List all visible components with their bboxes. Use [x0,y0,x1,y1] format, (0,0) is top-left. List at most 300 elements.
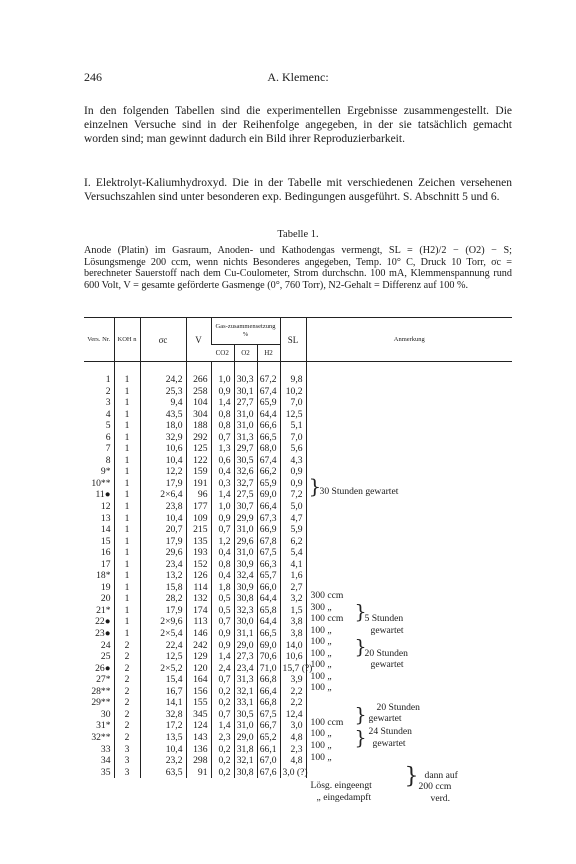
cell-sl: 4,7 [280,513,306,525]
cell-koh: 2 [114,697,140,709]
cell-h2: 66,5 [257,628,280,640]
cell-koh: 1 [114,547,140,559]
cell-oc: 2×9,6 [140,616,186,628]
cell-vers-nr: 34 [100,755,111,767]
cell-koh: 1 [114,582,140,594]
cell-koh: 3 [114,767,140,779]
cell-koh: 2 [114,732,140,744]
cell-vers-nr: 30 [100,708,111,720]
cell-co2: 1,8 [211,582,234,594]
cell-koh: 2 [114,686,140,698]
cell-koh: 3 [114,755,140,767]
cell-oc: 12,5 [140,651,186,663]
cell-oc: 28,2 [140,593,186,605]
cell-co2: 2,4 [211,663,234,675]
cell-sl: 4,3 [280,455,306,467]
cell-koh: 1 [114,501,140,513]
remark-200-ccm: 200 ccm [418,781,452,792]
cell-co2: 0,8 [211,409,234,421]
cell-o2: 30,5 [234,455,257,467]
cell-h2: 67,6 [257,767,280,779]
cell-o2: 31,8 [234,744,257,756]
cell-koh: 2 [114,663,140,675]
cell-co2: 0,2 [211,697,234,709]
cell-v: 177 [186,501,211,513]
cell-koh: 3 [114,744,140,756]
cell-co2: 0,4 [211,570,234,582]
cell-sl: 7,0 [280,397,306,409]
cell-vers-nr: 23● [95,628,111,640]
cell-vers-nr: 10** [91,477,111,489]
cell-h2: 66,8 [257,674,280,686]
cell-oc: 17,9 [140,605,186,617]
cell-v: 126 [186,570,211,582]
remark-100-21: 100 „ [310,659,332,670]
cell-koh: 1 [114,559,140,571]
cell-h2: 66,7 [257,720,280,732]
cell-co2: 0,9 [211,513,234,525]
cell-o2: 23,4 [234,663,257,675]
cell-sl: 1,6 [280,570,306,582]
remark-verd: verd. [430,793,450,804]
cell-v: 104 [186,397,211,409]
col-header-gas-group: Gas-zusammensetzung % [211,318,280,345]
cell-h2: 66,9 [257,524,280,536]
cell-co2: 2,3 [211,732,234,744]
cell-koh: 1 [114,616,140,628]
cell-co2: 0,2 [211,755,234,767]
cell-sl: 4,1 [280,559,306,571]
cell-o2: 32,4 [234,570,257,582]
cell-sl: 2,3 [280,744,306,756]
cell-koh: 1 [114,409,140,421]
cell-vers-nr: 18* [96,570,111,582]
remark-eingedampft: „ eingedampft [316,792,372,803]
cell-sl: 0,9 [280,466,306,478]
cell-sl: 1,5 [280,605,306,617]
cell-vers-nr: 21* [96,604,111,616]
cell-co2: 1,0 [211,501,234,513]
cell-koh: 1 [114,397,140,409]
cell-vers-nr: 7 [105,443,111,455]
cell-co2: 1,4 [211,720,234,732]
col-header-oc: σc [140,318,186,362]
intro-paragraph: In den folgenden Tabellen sind die experimentellen Ergebnisse zusammengestellt. Die einzelnen Versuche sind in der Reihenfolge angegeben, in der sie tatsächlich gemacht worden sind; man gewinnt dadurch ein Bild ihrer Reproduzierbarkeit. [84,105,512,145]
cell-h2: 64,4 [257,409,280,421]
cell-h2: 64,4 [257,593,280,605]
cell-sl: 12,4 [280,709,306,721]
cell-vers-nr: 2 [105,385,111,397]
cell-sl: 3,2 [280,593,306,605]
cell-o2: 31,0 [234,547,257,559]
cell-sl: 9,8 [280,374,306,386]
cell-sl: 3,0 (?) [280,767,306,779]
cell-co2: 1,4 [211,397,234,409]
cell-oc: 10,4 [140,744,186,756]
cell-oc: 29,6 [140,547,186,559]
cell-sl: 5,9 [280,524,306,536]
cell-h2: 66,4 [257,686,280,698]
cell-sl: 5,6 [280,443,306,455]
cell-v: 188 [186,420,211,432]
running-head-author: A. Klemenc: [267,70,329,84]
remark-dann-auf: dann auf [424,770,458,781]
cell-h2: 67,8 [257,536,280,548]
cell-sl: 15,7 (?) [280,663,306,675]
cell-o2: 30,9 [234,582,257,594]
cell-v: 136 [186,744,211,756]
cell-vers-nr: 32** [91,731,111,743]
cell-h2: 67,4 [257,455,280,467]
col-header-o2: O2 [234,345,257,362]
cell-v: 193 [186,547,211,559]
cell-koh: 1 [114,420,140,432]
cell-oc: 10,4 [140,513,186,525]
cell-o2: 32,6 [234,466,257,478]
cell-oc: 2×5,4 [140,628,186,640]
cell-o2: 29,9 [234,513,257,525]
cell-oc: 32,9 [140,432,186,444]
cell-o2: 32,1 [234,686,257,698]
cell-co2: 1,4 [211,651,234,663]
cell-v: 304 [186,409,211,421]
cell-v: 159 [186,466,211,478]
cell-h2: 66,0 [257,582,280,594]
col-header-v: V [186,318,211,362]
section-paragraph: I. Elektrolyt-Kaliumhydroxyd. Die in der Tabelle mit verschiedenen Zeichen versehenen Versuchszahlen sind unter besonderen exp. Bedingungen ausgeführt. S. Abschnitt 5 und 6. [84,177,512,203]
cell-vers-nr: 13 [100,512,111,524]
remark-100-29: 100 „ [310,752,332,763]
cell-oc: 13,2 [140,570,186,582]
cell-h2: 69,0 [257,489,280,501]
cell-vers-nr: 33 [100,743,111,755]
cell-o2: 30,9 [234,559,257,571]
cell-co2: 0,8 [211,420,234,432]
cell-o2: 31,3 [234,432,257,444]
remark-100-ccm-a: 100 ccm [310,613,344,624]
cell-koh: 1 [114,466,140,478]
cell-oc: 10,6 [140,443,186,455]
cell-o2: 30,5 [234,709,257,721]
cell-koh: 1 [114,386,140,398]
cell-co2: 0,4 [211,466,234,478]
cell-h2: 66,6 [257,420,280,432]
cell-o2: 30,7 [234,501,257,513]
cell-koh: 2 [114,709,140,721]
cell-vers-nr: 9* [100,466,111,478]
remark-30-stunden: 30 Stunden gewartet [319,486,399,497]
cell-h2: 65,8 [257,605,280,617]
cell-koh: 1 [114,524,140,536]
col-header-vers-nr: Vers. Nr. [87,335,111,343]
cell-sl: 2,2 [280,697,306,709]
remark-loesg-eingeengt: Lösg. eingeengt [310,780,372,791]
cell-sl: 6,2 [280,536,306,548]
cell-sl: 2,7 [280,582,306,594]
remark-100-20: 100 „ [310,648,332,659]
cell-v: 242 [186,640,211,652]
cell-sl: 5,0 [280,501,306,513]
cell-v: 155 [186,697,211,709]
cell-vers-nr: 1 [105,374,111,385]
cell-h2: 67,3 [257,513,280,525]
cell-v: 164 [186,674,211,686]
cell-oc: 17,9 [140,478,186,490]
cell-oc: 23,4 [140,559,186,571]
cell-oc: 16,7 [140,686,186,698]
remark-gewartet-a: gewartet [370,625,404,636]
cell-sl: 2,2 [280,686,306,698]
cell-o2: 27,5 [234,489,257,501]
cell-h2: 64,4 [257,616,280,628]
cell-koh: 1 [114,570,140,582]
cell-oc: 14,1 [140,697,186,709]
cell-vers-nr: 22● [95,616,111,628]
cell-oc: 25,3 [140,386,186,398]
cell-o2: 31,0 [234,420,257,432]
cell-co2: 0,7 [211,674,234,686]
cell-v: 298 [186,755,211,767]
cell-h2: 71,0 [257,663,280,675]
col-header-h2: H2 [257,345,280,362]
cell-oc: 17,9 [140,536,186,548]
cell-o2: 33,1 [234,697,257,709]
remark-300-ccm: 300 ccm [310,590,344,601]
cell-sl: 3,0 [280,720,306,732]
cell-co2: 1,2 [211,536,234,548]
cell-oc: 9,4 [140,397,186,409]
remark-24-stunden: 24 Stunden [368,726,412,737]
remark-gewartet-c: gewartet [368,713,402,724]
cell-v: 129 [186,651,211,663]
cell-co2: 0,9 [211,386,234,398]
cell-v: 152 [186,559,211,571]
cell-koh: 1 [114,478,140,490]
col-header-koh: KOH n [114,318,140,362]
cell-koh: 1 [114,455,140,467]
cell-oc: 43,5 [140,409,186,421]
cell-koh: 2 [114,720,140,732]
cell-sl: 7,2 [280,489,306,501]
cell-o2: 32,1 [234,755,257,767]
cell-oc: 15,4 [140,674,186,686]
cell-v: 266 [186,374,211,386]
remark-20-stunden-b: 20 Stunden [376,702,420,713]
cell-vers-nr: 14 [100,524,111,536]
cell-koh: 1 [114,513,140,525]
cell-oc: 13,5 [140,732,186,744]
cell-co2: 0,8 [211,559,234,571]
remarks-cell: } 30 Stunden gewartet 300 ccm 300 „ 100 ccm } 5 Stunden 100 „ gewartet 100 „ 100 „ } 20 Stunden 100 „ gewartet 100 „ 100 „ 20 Stunden 100 ccm } gewartet 100 „ 24 Stunden 100 „ } gewartet 100 „ dann auf Lösg. eingeengt } 200 ccm „ eingedampft verd. [306,362,512,779]
remark-100-28: 100 „ [310,740,332,751]
cell-vers-nr: 4 [105,408,111,420]
cell-oc: 24,2 [140,374,186,386]
cell-v: 292 [186,432,211,444]
cell-v: 132 [186,593,211,605]
cell-koh: 1 [114,605,140,617]
cell-v: 124 [186,720,211,732]
cell-vers-nr: 20 [100,593,111,605]
cell-co2: 0,5 [211,605,234,617]
cell-vers-nr: 29** [91,697,111,709]
cell-vers-nr: 12 [100,501,111,513]
cell-koh: 2 [114,651,140,663]
col-header-co2: CO2 [211,345,234,362]
cell-vers-nr: 5 [105,420,111,432]
cell-vers-nr: 16 [100,547,111,559]
cell-vers-nr: 19 [100,581,111,593]
remark-gewartet-d: gewartet [372,738,406,749]
table-description: Anode (Platin) im Gasraum, Anoden- und Kathodengas vermengt, SL = (H2)/2 − (O2) − S; Lösungsmenge 200 ccm, wenn nichts Besonderes angegeben, Temp. 10° C, Druck 10 Torr, σc = berechneter Sauerstoff nach dem Cu-Coulometer, Strom durchschn. 100 mA, Klemmenspannung rund 600 Volt, V = gesamte geförderte Gasmenge (0°, 760 Torr), N2-Gehalt = Differenz auf 100 %. [84,245,512,291]
cell-v: 113 [186,616,211,628]
cell-v: 143 [186,732,211,744]
cell-co2: 0,2 [211,686,234,698]
cell-v: 156 [186,686,211,698]
cell-oc: 18,0 [140,420,186,432]
table-body [84,362,512,804]
cell-v: 114 [186,582,211,594]
cell-koh: 1 [114,443,140,455]
remark-100-18: 100 „ [310,625,332,636]
cell-v: 146 [186,628,211,640]
cell-sl: 0,9 [280,478,306,490]
cell-h2: 66,5 [257,432,280,444]
cell-vers-nr: 6 [105,431,111,443]
cell-co2: 0,7 [211,524,234,536]
cell-h2: 66,1 [257,744,280,756]
col-header-sl: SL [280,318,306,362]
cell-h2: 65,7 [257,570,280,582]
cell-co2: 0,7 [211,709,234,721]
cell-v: 125 [186,443,211,455]
cell-o2: 27,7 [234,397,257,409]
cell-o2: 30,1 [234,386,257,398]
cell-v: 345 [186,709,211,721]
cell-vers-nr: 11● [95,489,111,501]
cell-oc: 15,8 [140,582,186,594]
cell-koh: 1 [114,628,140,640]
cell-sl: 12,5 [280,409,306,421]
cell-vers-nr: 17 [100,558,111,570]
page-number: 246 [84,70,102,84]
col-header-anmerkung: Anmerkung [306,318,512,362]
cell-h2: 65,9 [257,397,280,409]
cell-o2: 29,7 [234,443,257,455]
cell-o2: 30,0 [234,616,257,628]
remark-100-27: 100 „ [310,728,332,739]
cell-o2: 27,3 [234,651,257,663]
cell-h2: 67,5 [257,547,280,559]
cell-koh: 1 [114,593,140,605]
cell-vers-nr: 28** [91,685,111,697]
cell-vers-nr: 35 [100,766,111,778]
cell-o2: 31,1 [234,628,257,640]
remark-100-ccm-b: 100 ccm [310,717,344,728]
cell-koh: 1 [114,489,140,501]
cell-co2: 0,6 [211,455,234,467]
cell-co2: 1,4 [211,489,234,501]
cell-v: 135 [186,536,211,548]
cell-sl: 4,8 [280,732,306,744]
cell-sl: 14,0 [280,640,306,652]
cell-o2: 31,0 [234,409,257,421]
cell-koh: 1 [114,432,140,444]
cell-h2: 67,2 [257,374,280,386]
cell-co2: 0,7 [211,432,234,444]
cell-co2: 0,4 [211,547,234,559]
cell-sl: 4,8 [280,755,306,767]
cell-o2: 31,0 [234,524,257,536]
cell-h2: 68,0 [257,443,280,455]
cell-oc: 23,2 [140,755,186,767]
cell-sl: 7,0 [280,432,306,444]
cell-oc: 2×6,4 [140,489,186,501]
cell-v: 96 [186,489,211,501]
cell-co2: 0,2 [211,767,234,779]
cell-co2: 1,3 [211,443,234,455]
cell-sl: 3,8 [280,616,306,628]
cell-v: 191 [186,478,211,490]
cell-co2: 0,9 [211,628,234,640]
cell-v: 120 [186,663,211,675]
remark-brace-9-10: } 30 Stunden gewartet [308,474,399,498]
cell-sl: 3,9 [280,674,306,686]
cell-oc: 22,4 [140,640,186,652]
cell-vers-nr: 8 [105,454,111,466]
cell-co2: 0,7 [211,616,234,628]
cell-sl: 5,1 [280,420,306,432]
cell-koh: 2 [114,674,140,686]
cell-oc: 12,2 [140,466,186,478]
cell-o2: 32,3 [234,605,257,617]
cell-v: 258 [186,386,211,398]
cell-vers-nr: 27* [96,674,111,686]
cell-sl: 5,4 [280,547,306,559]
cell-o2: 31,0 [234,720,257,732]
cell-oc: 10,4 [140,455,186,467]
cell-h2: 67,0 [257,755,280,767]
cell-o2: 31,3 [234,674,257,686]
cell-h2: 65,9 [257,478,280,490]
cell-v: 109 [186,513,211,525]
cell-oc: 2×5,2 [140,663,186,675]
cell-vers-nr: 24 [100,639,111,651]
cell-koh: 2 [114,640,140,652]
cell-h2: 65,2 [257,732,280,744]
cell-co2: 0,9 [211,640,234,652]
remark-100-19: 100 „ [310,636,332,647]
header-spacer-row [84,362,512,375]
remark-100-22: 100 „ [310,671,332,682]
cell-o2: 29,0 [234,640,257,652]
cell-v: 174 [186,605,211,617]
cell-oc: 17,2 [140,720,186,732]
cell-o2: 29,0 [234,732,257,744]
cell-h2: 67,4 [257,386,280,398]
cell-h2: 66,3 [257,559,280,571]
cell-oc: 20,7 [140,524,186,536]
data-table [84,317,512,804]
cell-oc: 23,8 [140,501,186,513]
cell-h2: 66,8 [257,697,280,709]
cell-vers-nr: 31* [96,720,111,732]
cell-vers-nr: 15 [100,535,111,547]
page-header [84,70,512,86]
cell-v: 122 [186,455,211,467]
table-caption: Tabelle 1. [277,229,319,240]
remark-20-stunden-a: 20 Stunden [364,648,408,659]
remark-5-stunden: 5 Stunden [364,613,404,624]
